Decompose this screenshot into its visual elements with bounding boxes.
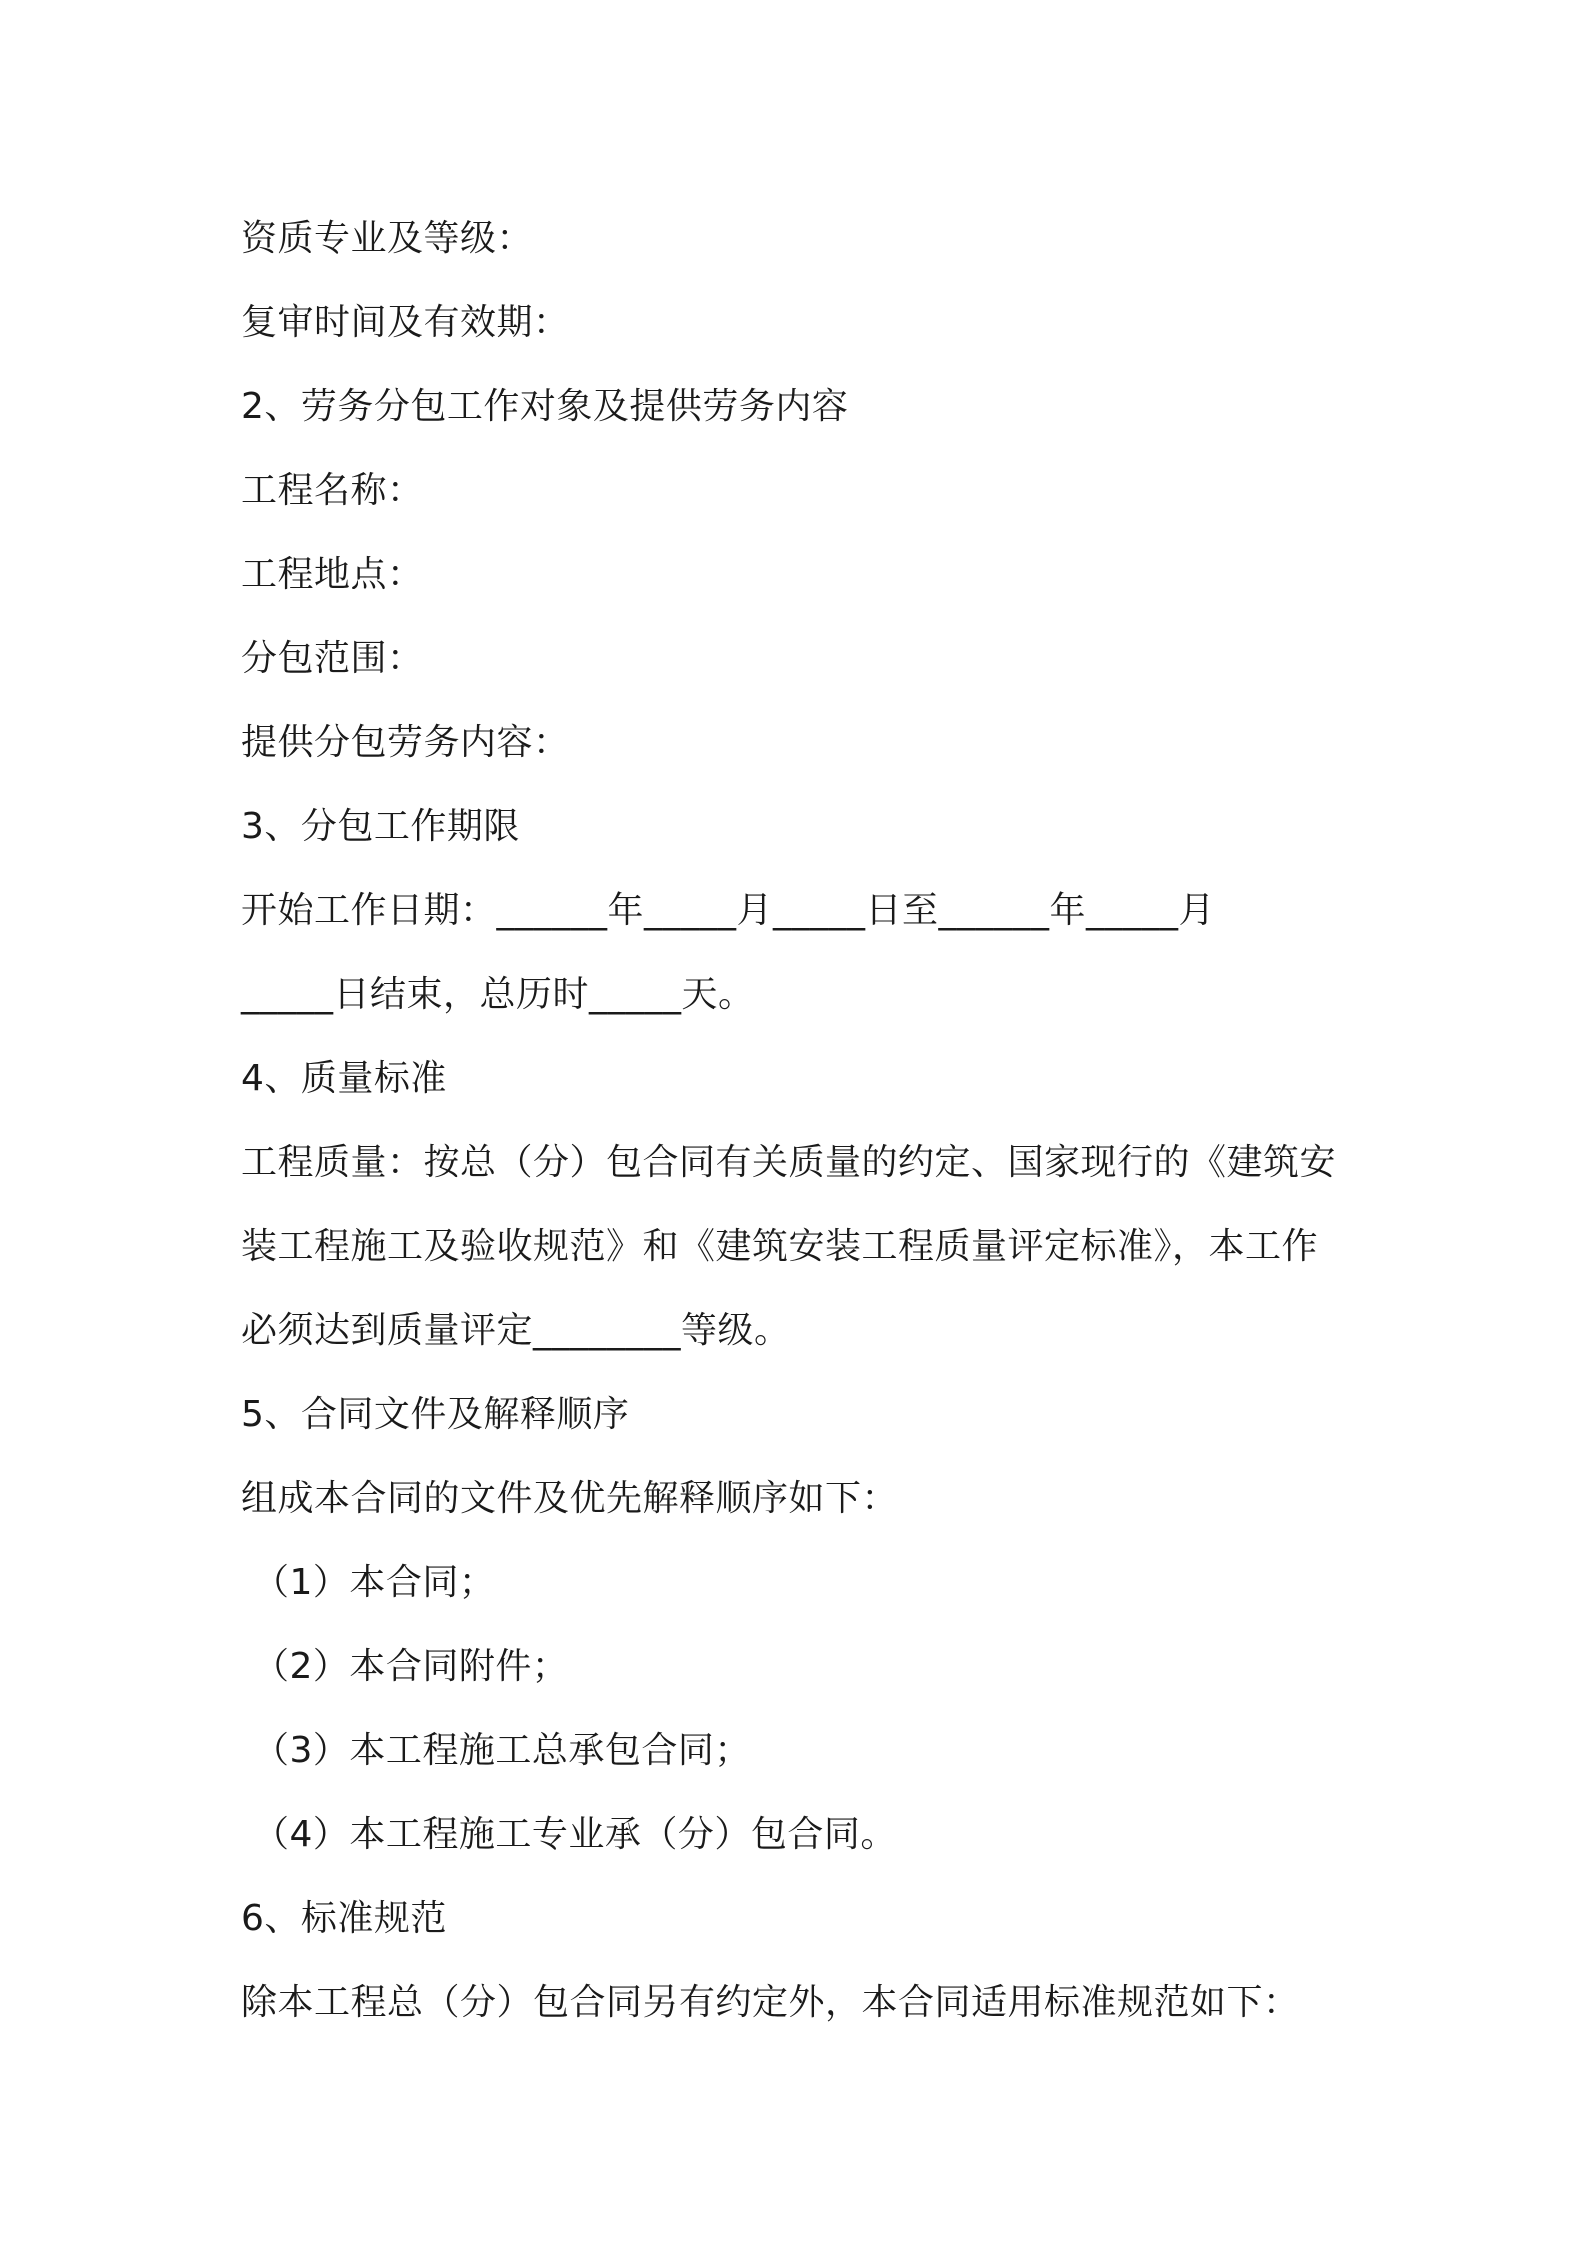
document-body: [241, 197, 1381, 2045]
review-validity-label: 复审时间及有效期：: [241, 302, 570, 343]
section-6-heading: 6、标准规范: [241, 1898, 447, 1939]
section-2-heading: 2、劳务分包工作对象及提供劳务内容: [241, 386, 849, 427]
quality-paragraph-line-2: 装工程施工及验收规范》和《建筑安装工程质量评定标准》，本工作: [241, 1226, 1319, 1267]
section-3-heading: 3、分包工作期限: [241, 806, 520, 847]
list-item-2: （2）本合同附件；: [253, 1646, 569, 1687]
quality-paragraph-line-1: 工程质量：按总（分）包合同有关质量的约定、国家现行的《建筑安: [241, 1142, 1337, 1183]
project-location-label: 工程地点：: [241, 554, 424, 595]
start-date-line: 开始工作日期：______年_____月_____日至______年_____月: [241, 890, 1216, 931]
list-item-4: （4）本工程施工专业承（分）包合同。: [253, 1814, 897, 1855]
quality-paragraph-line-3: 必须达到质量评定________等级。: [241, 1310, 791, 1351]
subcontract-scope-label: 分包范围：: [241, 638, 424, 679]
contract-documents-intro: 组成本合同的文件及优先解释顺序如下：: [241, 1478, 899, 1519]
end-date-line: _____日结束，总历时_____天。: [241, 974, 755, 1015]
section-4-heading: 4、质量标准: [241, 1058, 447, 1099]
list-item-1: （1）本合同；: [253, 1562, 496, 1603]
qualification-label: 资质专业及等级：: [241, 218, 534, 259]
project-name-label: 工程名称：: [241, 470, 424, 511]
section-5-heading: 5、合同文件及解释顺序: [241, 1394, 630, 1435]
labor-content-label: 提供分包劳务内容：: [241, 722, 570, 763]
list-item-3: （3）本工程施工总承包合同；: [253, 1730, 751, 1771]
standards-intro: 除本工程总（分）包合同另有约定外，本合同适用标准规范如下：: [241, 1982, 1300, 2023]
